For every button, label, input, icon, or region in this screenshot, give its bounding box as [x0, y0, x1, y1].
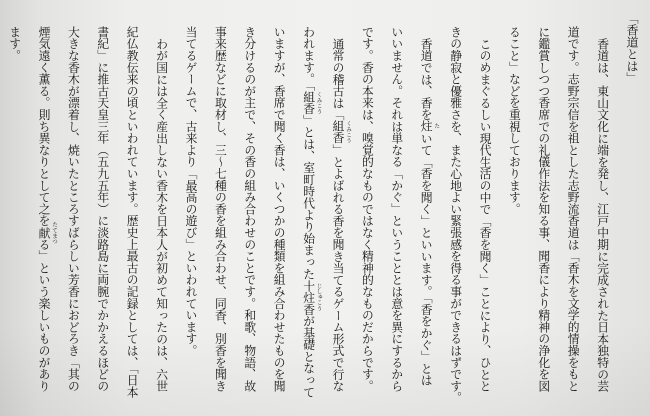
- furigana-annotation: じしゅこう: [315, 283, 322, 312]
- ruby-base: 組香: [331, 120, 345, 145]
- furigana-annotation: たてまつ: [51, 221, 57, 244]
- text-segment: ます。: [7, 26, 22, 62]
- text-segment: です。香の本来は、嗅覚的なものではなく精神的なものだからです。: [360, 26, 375, 392]
- furigana-annotation: た: [433, 123, 440, 130]
- text-segment: き分けるのが主で、その香の組み合わせのことです。和歌、物語、故: [242, 26, 257, 392]
- text-segment: いいません。それは単なる「かぐ」ということとは意を異にするから: [389, 26, 404, 392]
- ruby-word: [419, 120, 440, 133]
- text-column: [184, 26, 198, 356]
- ruby-word: [331, 120, 351, 145]
- furigana-annotation: くみこう: [315, 91, 322, 114]
- ruby-base: 十炷香: [301, 279, 316, 316]
- text-segment: 紀仏教伝来の頃といわれています。歴史上最古の記録としては、「日本: [125, 26, 140, 398]
- text-column: [272, 26, 286, 392]
- text-segment: いますが、香席で聞く香は、いくつかの種類を組み合わせたものを聞: [272, 26, 287, 392]
- text-segment: 通常の稽古は「: [331, 37, 345, 121]
- text-column: [360, 26, 374, 392]
- ruby-word: [301, 279, 322, 316]
- text-column: [96, 26, 110, 392]
- text-segment: 」とは、室町時代より始まった: [301, 114, 316, 280]
- ruby-word: [301, 90, 322, 115]
- text-segment: 大きな香木が漂着し、焼いたところすばらしい芳香におどろき「其の: [66, 26, 81, 392]
- text-segment: 事来歴などに取材し、三～七種の香を組み合わせ、同香、別香を聞き: [213, 26, 228, 392]
- text-column: [213, 26, 227, 392]
- text-column: [507, 26, 521, 215]
- text-column: [301, 26, 322, 398]
- text-segment: 書紀」に推古天皇三年（五九五年）に淡路島に両腕でかかえるほどの: [95, 26, 110, 392]
- text-segment: わが国には全く産出しない香木を日本人が初めて知ったのは、六世: [154, 37, 169, 392]
- text-segment: が基礎となって: [301, 315, 316, 398]
- text-column: [37, 26, 57, 392]
- text-column: [155, 26, 169, 392]
- ruby-word: [37, 221, 57, 244]
- text-segment: 」とよばれる香を聞き当てるゲーム形式で行な: [331, 144, 345, 392]
- text-column: [419, 26, 440, 386]
- text-segment: いて「香を聞く」といいます。「香をかぐ」とは: [419, 132, 434, 386]
- document-title: 「香道とは」: [625, 12, 639, 84]
- text-column: [596, 26, 610, 392]
- text-column: [243, 26, 257, 392]
- text-column: [566, 26, 580, 392]
- text-column: [390, 26, 404, 392]
- text-segment: ること」などを重視しております。: [507, 26, 522, 215]
- text-segment: に鑑賞しつつ香席での礼儀作法を知る事、聞香により精神の浄化を図: [536, 26, 551, 392]
- text-column: [449, 26, 463, 404]
- ruby-base: 炷: [419, 120, 434, 133]
- text-segment: このめまぐるしい現代生活の中で「香を聞く」ことにより、ひとと: [478, 37, 492, 392]
- text-column: [478, 26, 492, 392]
- text-segment: る」という楽しいものがあり: [37, 238, 51, 392]
- text-segment: 当てるゲームで、古来より「最高の遊び」といわれています。: [184, 26, 198, 357]
- text-segment: 煙気遠く薫る。則ち異なりとして之を: [37, 26, 51, 227]
- furigana-annotation: くみこう: [345, 121, 351, 144]
- text-segment: 道です。志野宗信を祖とした志野流香道は「香木を文学的情操をもと: [566, 26, 581, 392]
- ruby-base: 献: [37, 226, 51, 239]
- ruby-base: 組香: [301, 90, 316, 115]
- text-column: [8, 26, 22, 61]
- text-segment: きの静寂と優雅さを、また心地よい緊張感を得る事ができるはずです。: [448, 26, 463, 404]
- text-column: [66, 26, 80, 392]
- text-segment: 香道では、香を: [419, 37, 434, 121]
- text-segment: われます。「: [301, 26, 316, 91]
- text-column: [537, 26, 551, 392]
- text-segment: 香道は、東山文化に端を発し、江戸中期に完成された日本独特の芸: [595, 37, 610, 392]
- text-column: [331, 26, 351, 392]
- text-column: [125, 26, 139, 398]
